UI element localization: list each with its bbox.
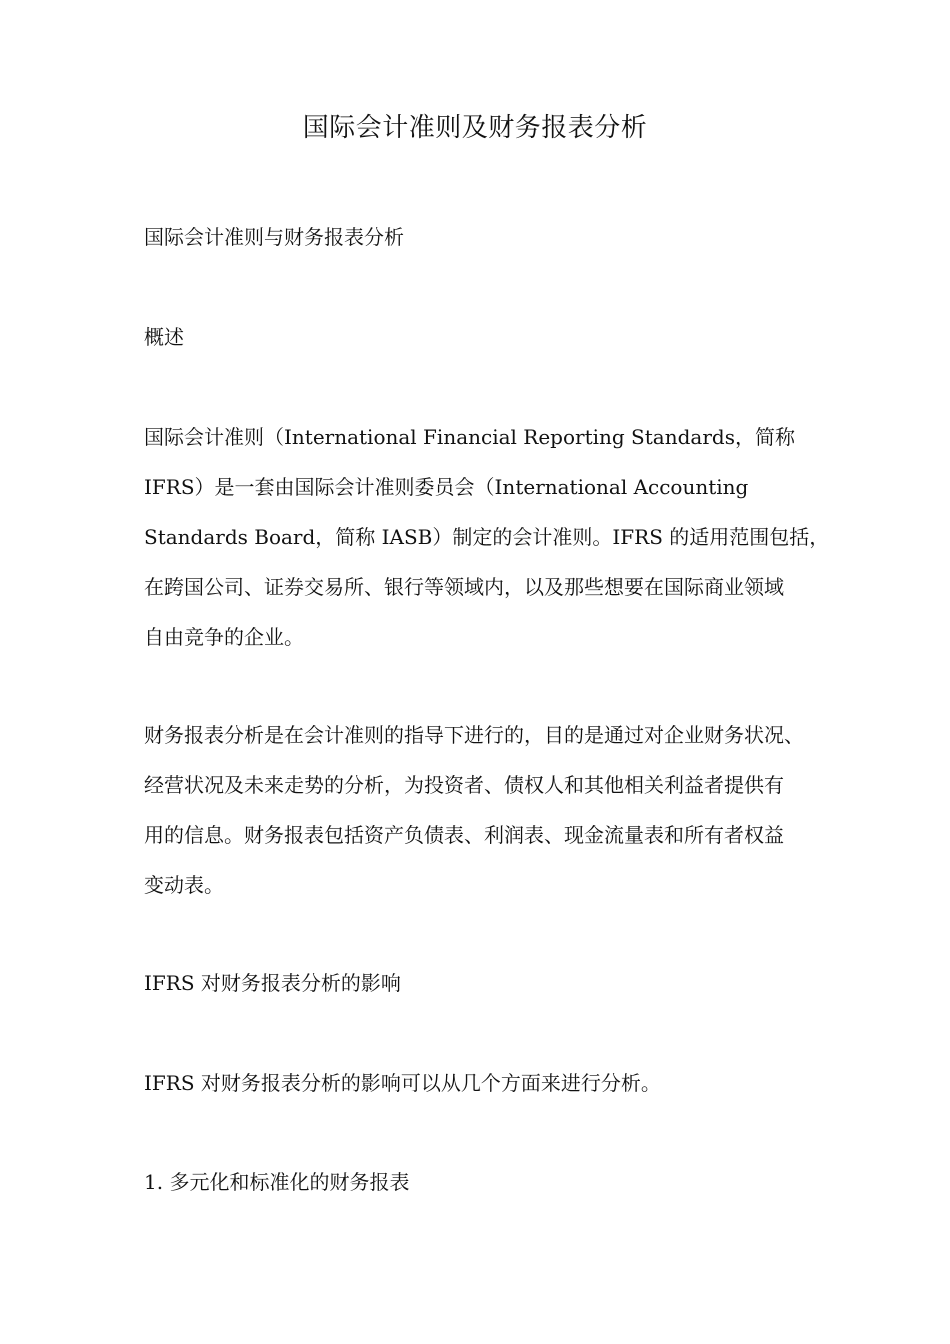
ifrs-paragraph xyxy=(144,422,834,672)
paragraph-line: 财务报表分析是在会计准则的指导下进行的，目的是通过对企业财务状况、 xyxy=(144,723,804,747)
document-title: 国际会计准则及财务报表分析 xyxy=(302,113,648,143)
list-item: 1. 多元化和标准化的财务报表 xyxy=(144,1170,410,1194)
paragraph-line: IFRS）是一套由国际会计准则委员会（International Accounting xyxy=(144,475,749,499)
impact-heading: IFRS 对财务报表分析的影响 xyxy=(144,971,401,995)
impact-intro: IFRS 对财务报表分析的影响可以从几个方面来进行分析。 xyxy=(144,1071,661,1095)
paragraph-line: 自由竞争的企业。 xyxy=(144,625,304,649)
analysis-paragraph xyxy=(144,720,834,920)
paragraph-line: Standards Board，简称 IASB）制定的会计准则。IFRS 的适用范围包括， xyxy=(144,525,830,549)
paragraph-line: 变动表。 xyxy=(144,873,224,897)
paragraph-line: 用的信息。财务报表包括资产负债表、利润表、现金流量表和所有者权益 xyxy=(144,823,784,847)
paragraph-line: 在跨国公司、证券交易所、银行等领域内，以及那些想要在国际商业领域 xyxy=(144,575,784,599)
paragraph-line: 经营状况及未来走势的分析，为投资者、债权人和其他相关利益者提供有 xyxy=(144,773,784,797)
overview-heading: 概述 xyxy=(144,325,184,349)
paragraph-line: 国际会计准则（International Financial Reporting Standards，简称 xyxy=(144,425,795,449)
document-subtitle: 国际会计准则与财务报表分析 xyxy=(144,225,404,249)
